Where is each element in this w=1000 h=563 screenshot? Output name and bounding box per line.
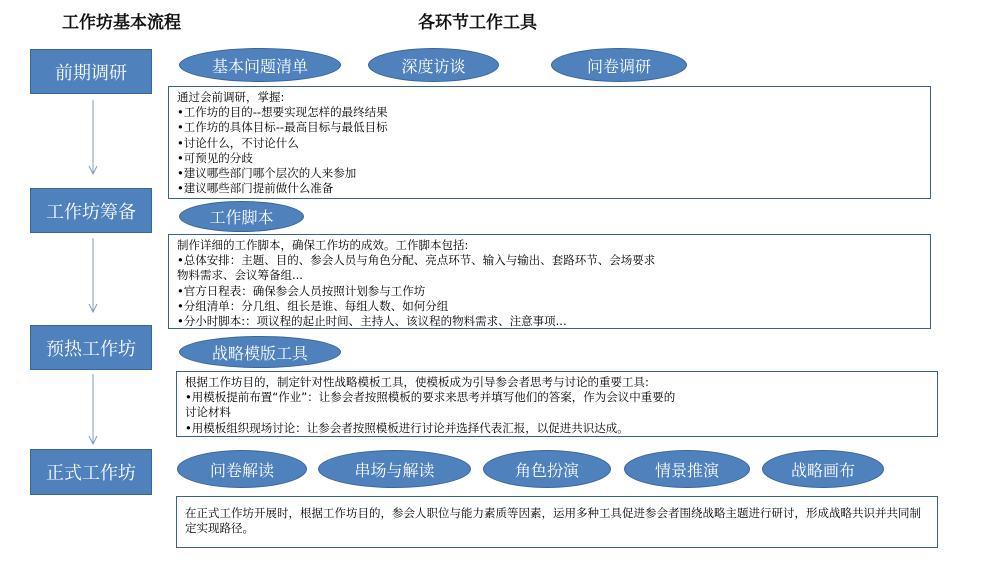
tool-work-script: 工作脚本 bbox=[179, 201, 304, 232]
stage-research: 前期调研 bbox=[30, 49, 152, 94]
tool-in-depth-interview: 深度访谈 bbox=[368, 48, 499, 82]
desc-warmup bbox=[176, 371, 938, 437]
desc-research-line: •工作坊的具体目标--最高目标与最低目标 bbox=[177, 120, 388, 135]
desc-warmup-line: 根据工作坊目的，制定针对性战略模板工具，使模板成为引导参会者思考与讨论的重要工具: bbox=[185, 375, 649, 389]
tool-questionnaire-interpretation: 问卷解读 bbox=[177, 450, 307, 488]
arrow-prep-to-warmup bbox=[87, 238, 99, 314]
desc-formal-text: 在正式工作坊开展时，根据工作坊目的，参会人职位与能力素质等因素，运用多种工具促进参会者围绕战略主题进行研讨，形成战略共识并共同制定实现路径。 bbox=[185, 506, 921, 536]
desc-warmup-line: •用模板提前布置“作业”：让参会者按照模板的要求来思考并填写他们的答案，作为会议中重要的 bbox=[185, 390, 676, 405]
tool-strategy-canvas: 战略画布 bbox=[762, 450, 884, 488]
desc-prep bbox=[168, 234, 931, 329]
desc-prep-line: •总体安排：主题、目的、参会人员与角色分配、亮点环节、输入与输出、套路环节、会场要求 bbox=[177, 253, 656, 268]
stage-warmup: 预热工作坊 bbox=[30, 325, 152, 370]
tool-linking-and-interpretation: 串场与解读 bbox=[318, 450, 471, 488]
desc-warmup-line: 讨论材料 bbox=[185, 405, 231, 420]
desc-warmup-line: •用模板组织现场讨论：让参会者按照模板进行讨论并选择代表汇报，以促进共识达成。 bbox=[185, 420, 629, 435]
desc-research bbox=[168, 86, 931, 199]
desc-research-line: •工作坊的目的--想要实现怎样的最终结果 bbox=[177, 105, 388, 120]
desc-research-line: •建议哪些部门哪个层次的人来参加 bbox=[177, 166, 357, 181]
desc-prep-line: 制作详细的工作脚本，确保工作坊的成效。工作脚本包括: bbox=[177, 238, 469, 252]
desc-research-line: •讨论什么，不讨论什么 bbox=[177, 135, 299, 150]
desc-prep-line: •分小时脚本:：项议程的起止时间、主持人、该议程的物料需求、注意事项... bbox=[177, 314, 567, 329]
arrow-warmup-to-formal bbox=[87, 374, 99, 446]
desc-research-line: •建议哪些部门提前做什么准备 bbox=[177, 181, 334, 196]
tool-scenario-simulation: 情景推演 bbox=[624, 450, 750, 488]
desc-prep-line: •分组清单：分几组、组长是谁、每组人数、如何分组 bbox=[177, 298, 449, 313]
tool-questionnaire-survey: 问卷调研 bbox=[551, 48, 687, 82]
tools-header: 各环节工作工具 bbox=[418, 13, 537, 33]
tool-basic-question-list: 基本问题清单 bbox=[179, 48, 341, 82]
desc-prep-line: •官方日程表：确保参会人员按照计划参与工作坊 bbox=[177, 283, 426, 298]
stage-prep: 工作坊筹备 bbox=[30, 188, 152, 233]
arrow-research-to-prep bbox=[87, 100, 99, 176]
desc-formal bbox=[176, 496, 938, 548]
flow-header: 工作坊基本流程 bbox=[62, 13, 181, 33]
desc-research-line: 通过会前调研，掌握: bbox=[177, 90, 285, 104]
stage-formal: 正式工作坊 bbox=[30, 449, 152, 495]
desc-research-line: •可预见的分歧 bbox=[177, 150, 253, 165]
tool-role-play: 角色扮演 bbox=[483, 450, 611, 488]
tool-strategy-template: 战略模版工具 bbox=[179, 336, 341, 368]
desc-prep-line: 物料需求、会议筹备组... bbox=[177, 268, 303, 283]
